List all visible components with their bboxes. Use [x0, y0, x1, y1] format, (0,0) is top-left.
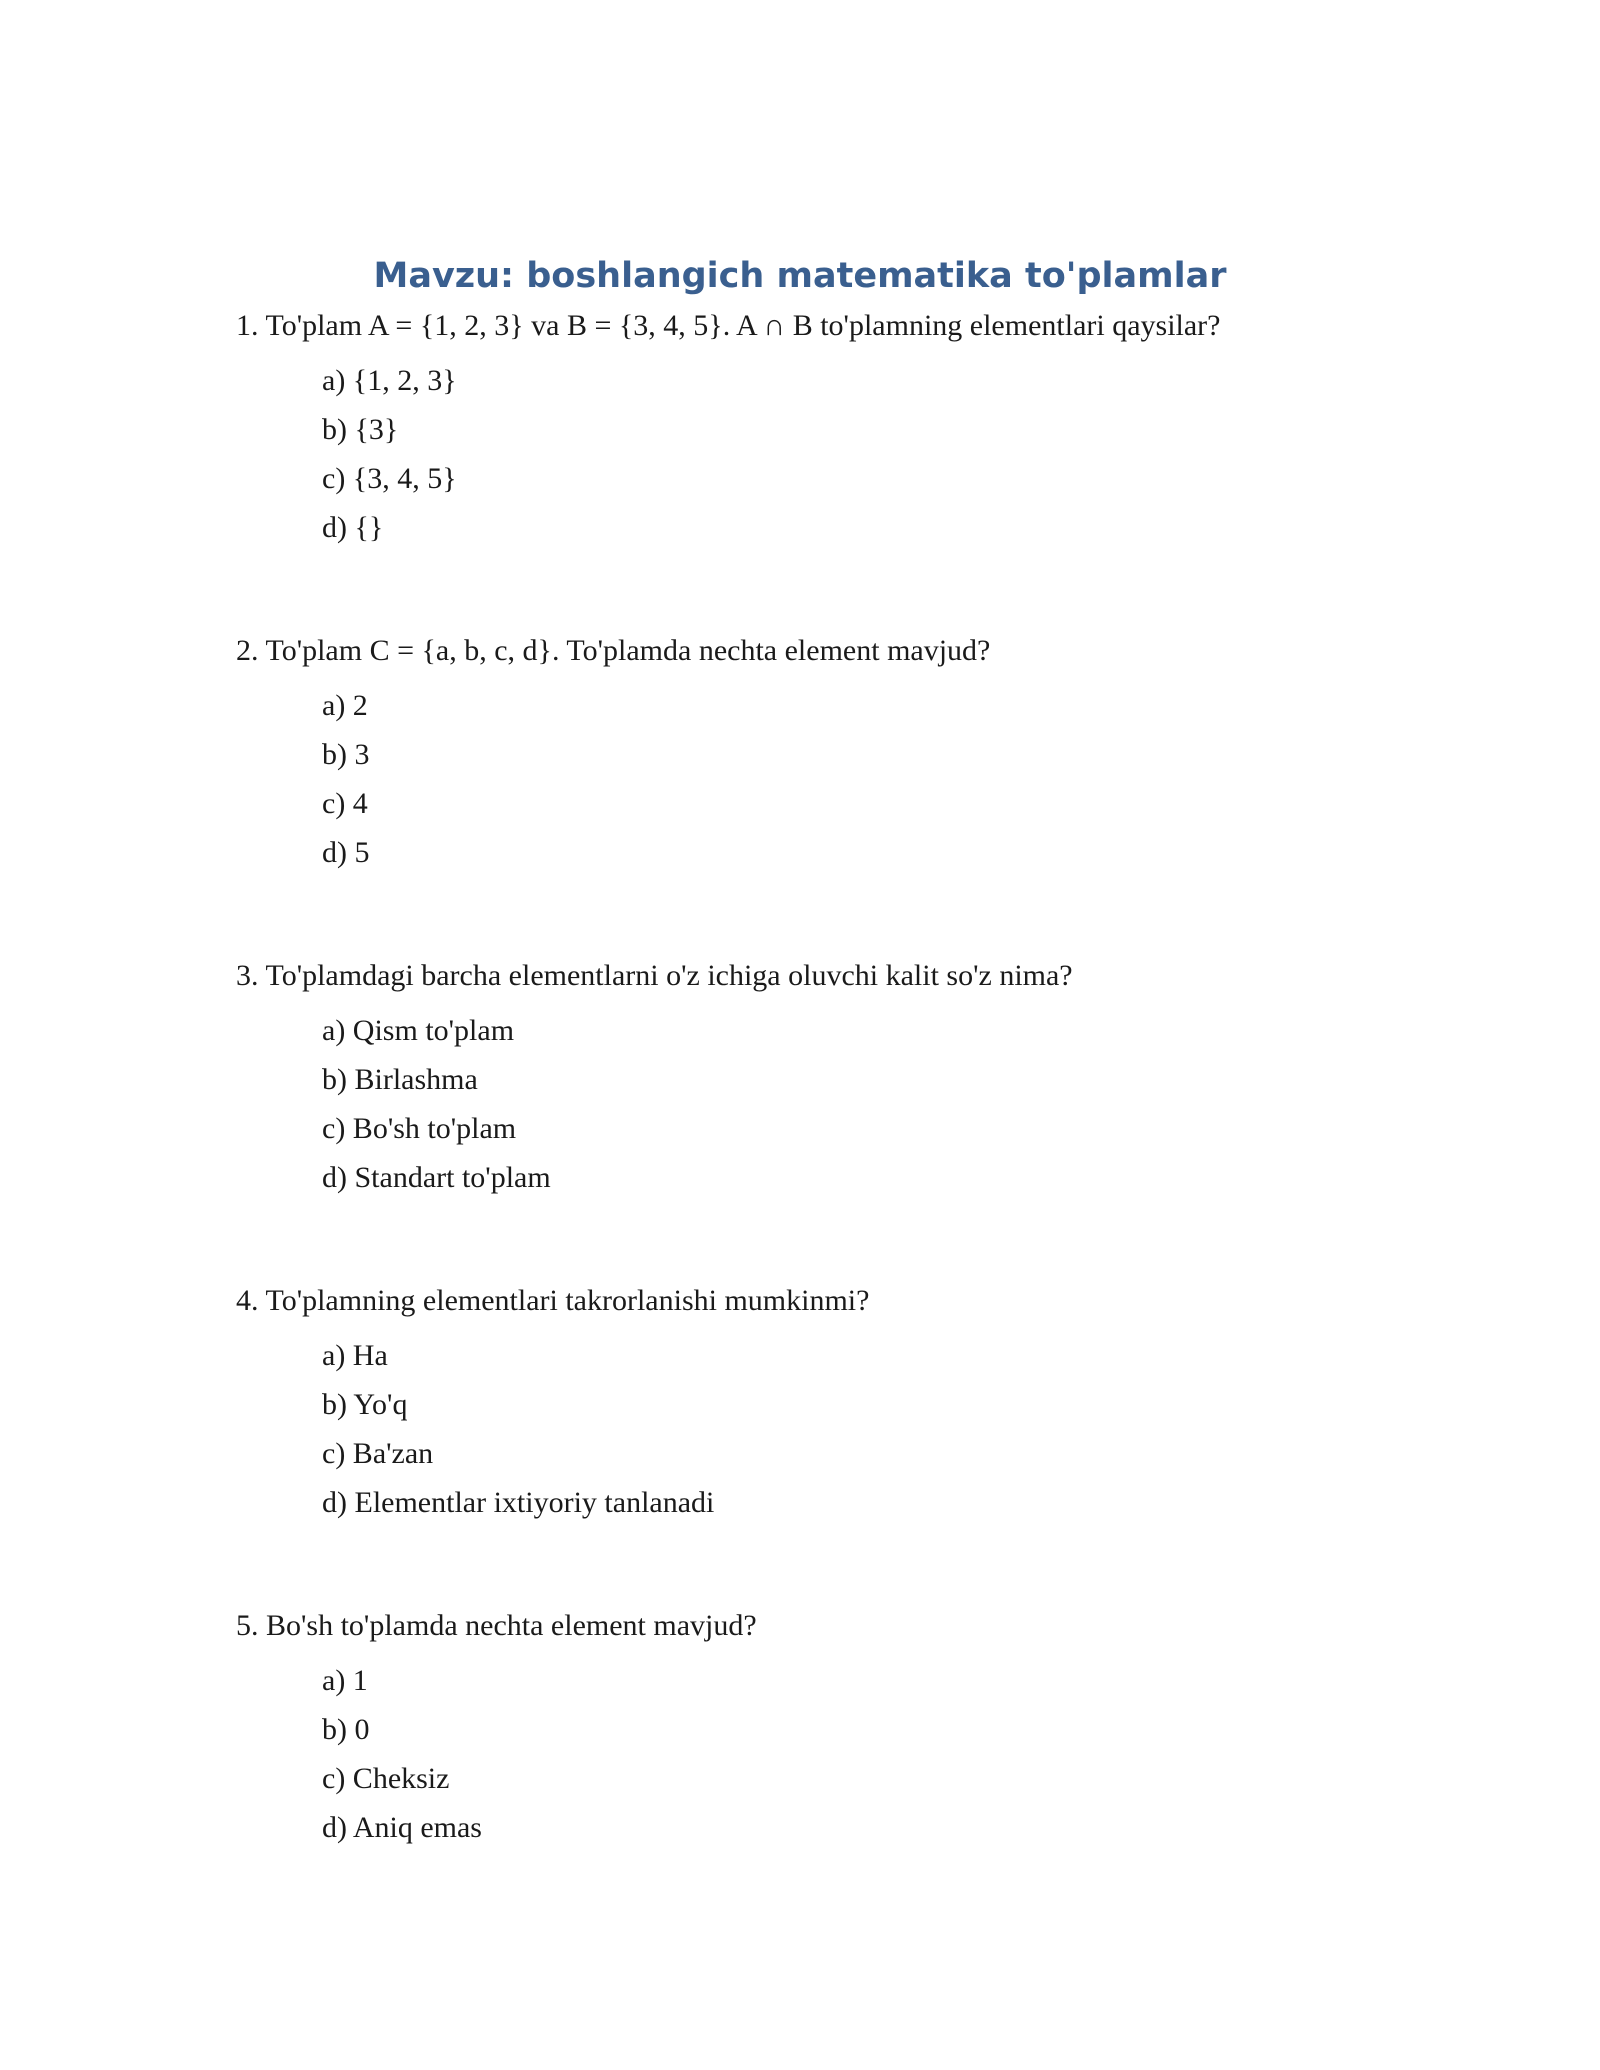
answer-option-d: d) Standart to'plam [322, 1161, 551, 1194]
question-2 [236, 629, 1436, 877]
document-title: Mavzu: boshlangich matematika to'plamlar [373, 256, 1227, 296]
question-text: 1. To'plam A = {1, 2, 3} va B = {3, 4, 5}. A ∩ B to'plamning elementlari qaysilar? [236, 309, 1221, 342]
answer-option-c: c) Bo'sh to'plam [322, 1112, 517, 1145]
answer-options [322, 1656, 1436, 1852]
answer-option-d: d) Aniq emas [322, 1811, 482, 1844]
answer-options [322, 1331, 1436, 1527]
answer-options [322, 681, 1436, 877]
answer-option-c: c) Ba'zan [322, 1437, 434, 1470]
answer-option-b: b) Birlashma [322, 1063, 478, 1096]
answer-option-c: c) Cheksiz [322, 1762, 450, 1795]
answer-option-b: b) Yo'q [322, 1388, 408, 1421]
answer-option-c: c) 4 [322, 787, 368, 820]
answer-option-b: b) {3} [322, 413, 399, 446]
answer-option-d: d) {} [322, 511, 384, 544]
question-text: 3. To'plamdagi barcha elementlarni o'z ichiga oluvchi kalit so'z nima? [236, 959, 1073, 992]
answer-option-a: a) Qism to'plam [322, 1014, 515, 1047]
answer-options [322, 1006, 1436, 1202]
question-text: 5. Bo'sh to'plamda nechta element mavjud? [236, 1609, 757, 1642]
answer-option-d: d) 5 [322, 836, 370, 869]
question-text: 4. To'plamning elementlari takrorlanishi mumkinmi? [236, 1284, 870, 1317]
question-1 [236, 304, 1436, 552]
answer-option-a: a) 1 [322, 1664, 368, 1697]
question-5 [236, 1604, 1436, 1852]
answer-option-a: a) 2 [322, 689, 368, 722]
answer-option-c: c) {3, 4, 5} [322, 462, 457, 495]
answer-option-a: a) Ha [322, 1339, 388, 1372]
answer-option-b: b) 0 [322, 1713, 370, 1746]
question-3 [236, 954, 1436, 1202]
question-text: 2. To'plam C = {a, b, c, d}. To'plamda nechta element mavjud? [236, 634, 991, 667]
question-4 [236, 1279, 1436, 1527]
answer-option-d: d) Elementlar ixtiyoriy tanlanadi [322, 1486, 715, 1519]
answer-options [322, 356, 1436, 552]
answer-option-a: a) {1, 2, 3} [322, 364, 457, 397]
question-list [236, 304, 1436, 1929]
answer-option-b: b) 3 [322, 738, 370, 771]
